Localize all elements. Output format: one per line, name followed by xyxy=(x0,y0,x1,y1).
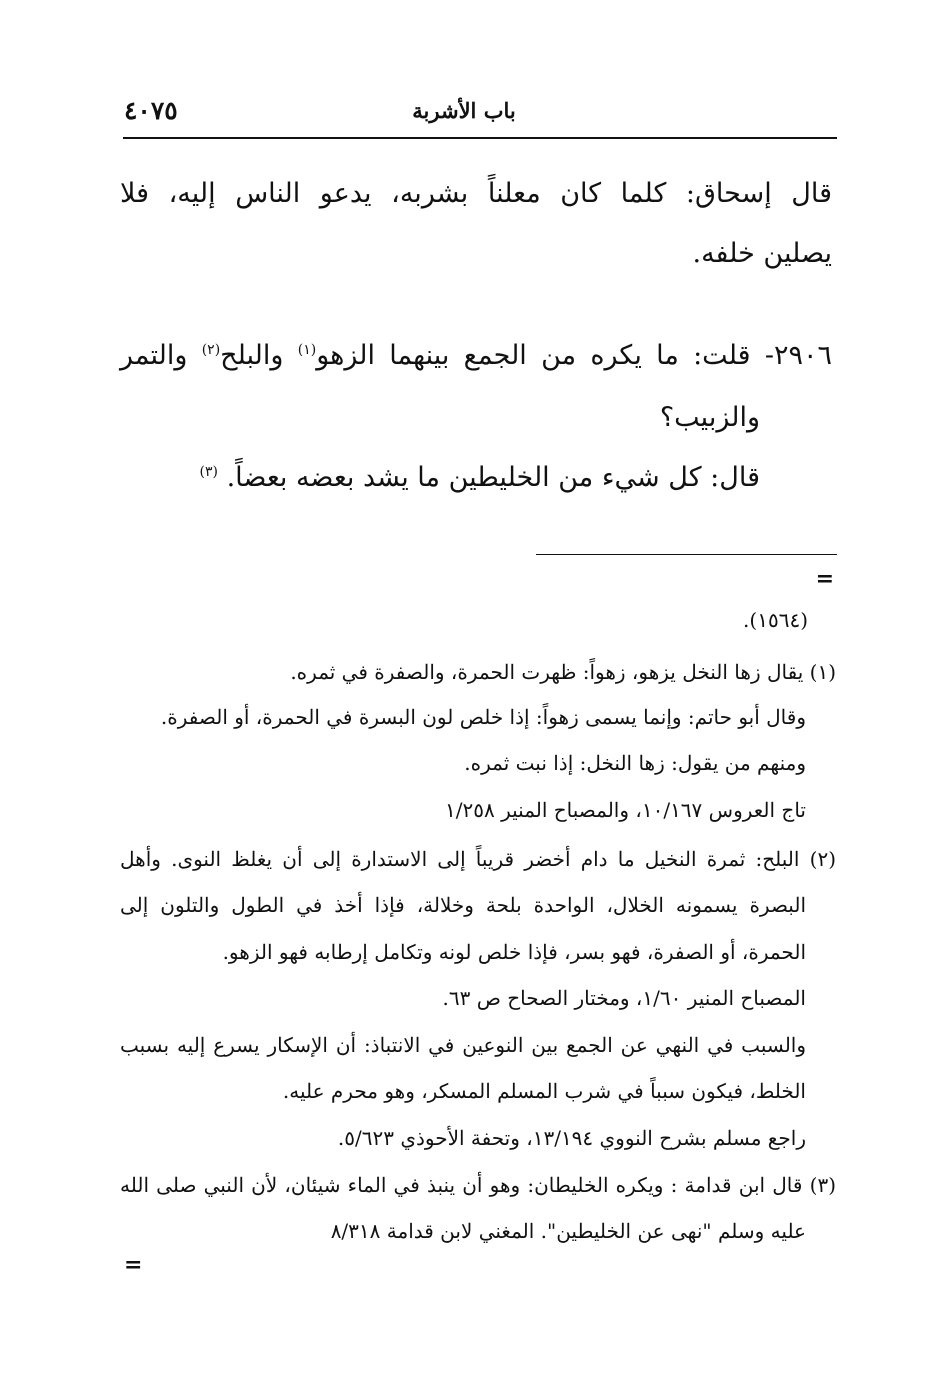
question-text-c: والتمر xyxy=(120,340,188,371)
continuation-mark-top: = xyxy=(815,566,834,592)
footnote-ref-2: (٢) xyxy=(201,342,221,358)
footnote-rule xyxy=(536,554,837,555)
footnote-2-line: الحمرة، أو الصفرة، فهو بسر، فإذا خلص لونه وتكامل إرطابه فهو الزهو. xyxy=(222,940,806,964)
question-number: ٢٩٠٦- xyxy=(764,340,832,371)
footnote-3-line: (٣) قال ابن قدامة : ويكره الخليطان: وهو أن ينبذ في الماء شيئان، لأن النبي صلى الله xyxy=(120,1173,836,1197)
footnote-2-line: راجع مسلم بشرح النووي ١٣/١٩٤، وتحفة الأحوذي ٥/٦٢٣. xyxy=(337,1126,806,1150)
para1-line2: يصلين خلفه. xyxy=(692,238,832,269)
question-text-a: قلت: ما يكره من الجمع بينهما الزهو xyxy=(316,340,751,371)
footnote-2-line: (٢) البلح: ثمرة النخيل ما دام أخضر قريباً إلى الاستدارة إلى أن يغلظ النوى. وأهل xyxy=(120,847,836,871)
footnote-ref-1: (١) xyxy=(297,342,317,358)
para1-line1: قال إسحاق: كلما كان معلناً بشربه، يدعو الناس إليه، فلا xyxy=(120,178,832,209)
answer-line xyxy=(120,462,760,493)
footnote-2-line: الخلط، فيكون سبباً في شرب المسلم المسكر، وهو محرم عليه. xyxy=(282,1079,806,1103)
question-line2: والزبيب؟ xyxy=(659,402,760,433)
continuation-mark-bottom: = xyxy=(124,1252,143,1278)
question-text-b: والبلح xyxy=(220,340,284,371)
footnote-3-line: عليه وسلم "نهى عن الخليطين". المغني لابن قدامة ٨/٣١٨ xyxy=(330,1219,806,1243)
page-number: ٤٠٧٥ xyxy=(124,96,178,125)
footnote-2-line: والسبب في النهي عن الجمع بين النوعين في الانتباذ: أن الإسكار يسرع إليه بسبب xyxy=(120,1033,806,1057)
answer-text: قال: كل شيء من الخليطين ما يشد بعضه بعضاً. xyxy=(226,462,760,493)
footnote-1-line: ومنهم من يقول: زها النخل: إذا نبت ثمره. xyxy=(464,751,806,775)
footnote-2-line: المصباح المنير ١/٦٠، ومختار الصحاح ص ٦٣. xyxy=(442,986,806,1010)
question-line1 xyxy=(120,340,832,371)
chapter-title: باب الأشربة xyxy=(412,98,516,123)
header-rule xyxy=(123,137,837,139)
footnote-ref-3: (٣) xyxy=(199,464,218,480)
footnote-1-line: تاج العروس ١٠/١٦٧، والمصباح المنير ١/٢٥٨ xyxy=(445,798,806,822)
footnote-carry: (١٥٦٤). xyxy=(743,608,808,632)
footnote-2-line: البصرة يسمونه الخلال، الواحدة بلحة وخلالة، فإذا أخذ في الطول والتلون إلى xyxy=(120,893,806,917)
footnote-1-line: وقال أبو حاتم: وإنما يسمى زهواً: إذا خلص لون البسرة في الحمرة، أو الصفرة. xyxy=(160,705,806,729)
footnote-1-line: (١) يقال زها النخل يزهو، زهواً: ظهرت الحمرة، والصفرة في ثمره. xyxy=(290,660,836,684)
